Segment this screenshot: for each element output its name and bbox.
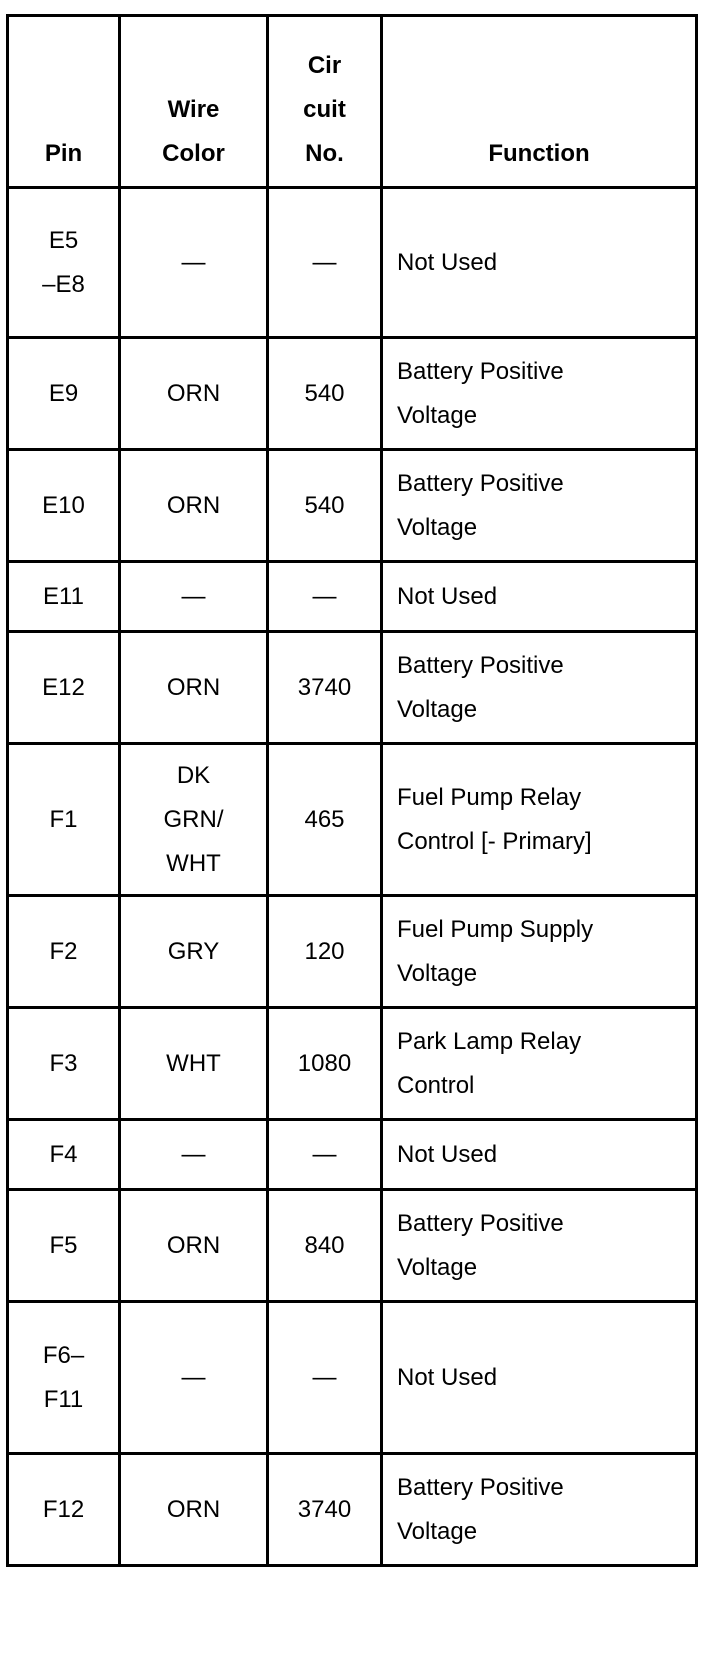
pin-cell: F4 [8,1120,120,1190]
wire-color-cell: ORN [120,1190,268,1302]
circuit-cell: — [268,562,382,632]
table-row [8,450,697,562]
function-cell: Battery Positive Voltage [382,632,697,744]
circuit-cell: — [268,1302,382,1454]
function-cell: Not Used [382,1302,697,1454]
pin-cell: E5 –E8 [8,188,120,338]
wire-color-cell: DK GRN/ WHT [120,744,268,896]
circuit-cell: 120 [268,896,382,1008]
table-row [8,338,697,450]
pin-cell: F3 [8,1008,120,1120]
function-cell: Fuel Pump Supply Voltage [382,896,697,1008]
wire-color-cell: WHT [120,1008,268,1120]
table-row [8,744,697,896]
wire-color-cell: — [120,1120,268,1190]
pin-cell: F12 [8,1454,120,1566]
circuit-cell: 1080 [268,1008,382,1120]
circuit-cell: 540 [268,450,382,562]
table-row [8,632,697,744]
pin-cell: E9 [8,338,120,450]
table-row [8,1120,697,1190]
function-cell: Park Lamp Relay Control [382,1008,697,1120]
pin-cell: E10 [8,450,120,562]
circuit-cell: 3740 [268,1454,382,1566]
header-row [8,16,697,188]
table-row [8,1302,697,1454]
function-cell: Not Used [382,562,697,632]
circuit-cell: 3740 [268,632,382,744]
pin-cell: F6– F11 [8,1302,120,1454]
wire-color-cell: — [120,1302,268,1454]
circuit-cell: 465 [268,744,382,896]
wire-color-cell: ORN [120,450,268,562]
pin-cell: E11 [8,562,120,632]
table-row [8,1454,697,1566]
circuit-cell: — [268,1120,382,1190]
circuit-cell: — [268,188,382,338]
table-body [8,188,697,1566]
table-header [8,16,697,188]
function-cell: Battery Positive Voltage [382,450,697,562]
wire-color-cell: ORN [120,338,268,450]
header-wire-color: Wire Color [120,16,268,188]
pin-cell: F5 [8,1190,120,1302]
wire-color-cell: ORN [120,632,268,744]
table-row [8,1190,697,1302]
function-cell: Not Used [382,188,697,338]
wire-color-cell: — [120,562,268,632]
function-cell: Battery Positive Voltage [382,338,697,450]
wire-color-cell: ORN [120,1454,268,1566]
table-row [8,896,697,1008]
pin-cell: F2 [8,896,120,1008]
header-circuit-no: Cir cuit No. [268,16,382,188]
wire-color-cell: — [120,188,268,338]
header-pin: Pin [8,16,120,188]
table-row [8,562,697,632]
circuit-cell: 840 [268,1190,382,1302]
pin-cell: F1 [8,744,120,896]
function-cell: Battery Positive Voltage [382,1454,697,1566]
function-cell: Fuel Pump Relay Control [- Primary] [382,744,697,896]
table-row [8,1008,697,1120]
function-cell: Battery Positive Voltage [382,1190,697,1302]
circuit-cell: 540 [268,338,382,450]
function-cell: Not Used [382,1120,697,1190]
wire-color-cell: GRY [120,896,268,1008]
header-function: Function [382,16,697,188]
pin-cell: E12 [8,632,120,744]
pinout-table [6,14,698,1567]
table-row [8,188,697,338]
